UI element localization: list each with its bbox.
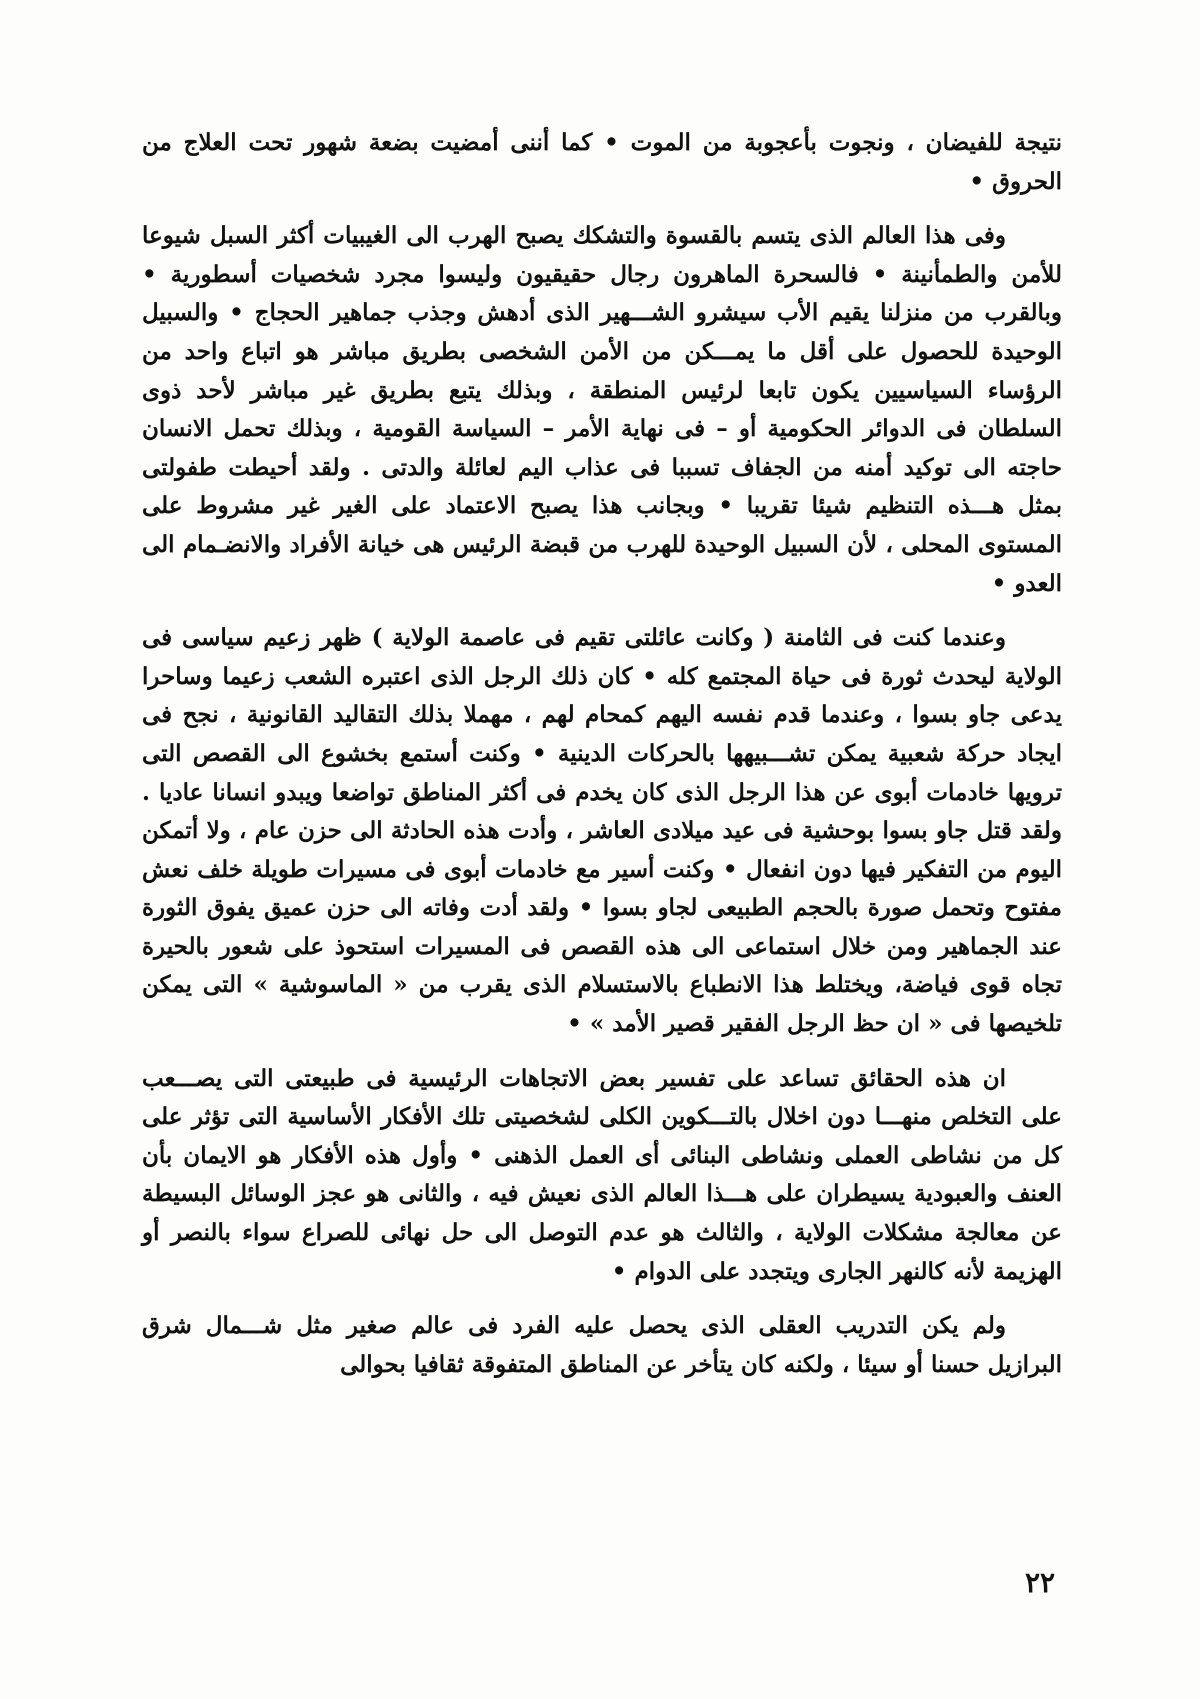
paragraph: ان هذه الحقائق تساعد على تفسير بعض الاتجاهات الرئيسية فى طبيعتى التى يصـــعب على التخلص منهـــا دون اخلال بالتـــكوين الكلى لشخصيتى تلك الأفكار الأساسية التى تؤثر على كل من نشاطى العملى ونشاطى البنائى أى العمل الذهنى • وأول هذه الأفكار هو الايمان بأن العنف والعبودية يسيطران على هـــذا العالم الذى نعيش فيه ، والثانى هو عجز الوسائل البسيطة عن معالجة مشكلات الولاية ، والثالث هو عدم التوصل الى حل نهائى للصراع سواء بالنصر أو الهزيمة لأنه كالنهر الجارى ويتجدد على الدوام •: [142, 1064, 1062, 1285]
body-text: [142, 124, 1062, 1400]
paragraph: ولم يكن التدريب العقلى الذى يحصل عليه الفرد فى عالم صغير مثل شـــمال شرق البرازيل حسنا أو سيئا ، ولكنه كان يتأخر عن المناطق المتفوقة ثقافيا بحوالى: [142, 1312, 1062, 1378]
paragraph-continuation: نتيجة للفيضان ، ونجوت بأعجوبة من الموت • كما أننى أمضيت بضعة شهور تحت العلاج من الحروق •: [142, 129, 1062, 195]
page-number: ٢٢: [1024, 1566, 1056, 1599]
paragraph: وفى هذا العالم الذى يتسم بالقسوة والتشكك يصبح الهرب الى الغيبيات أكثر السبل شيوعا للأمن والطمأنينة • فالسحرة الماهرون رجال حقيقيون وليسوا مجرد شخصيات أسطورية • وبالقرب من منزلنا يقيم الأب سيشرو الشـــهير الذى أدهش وجذب جماهير الحجاج • والسبيل الوحيدة للحصول على أقل ما يمـــكن من الأمن الشخصى بطريق مباشر هو اتباع واحد من الرؤساء السياسيين يكون تابعا لرئيس المنطقة ، وبذلك يتبع بطريق غير مباشر لأحد ذوى السلطان فى الدوائر الحكومية أو – فى نهاية الأمر – السياسة القومية ، وبذلك تحمل الانسان حاجته الى توكيد أمنه من الجفاف تسببا فى عذاب اليم لعائلة والدتى . ولقد أحيطت طفولتى بمثل هـــذه التنظيم شيئا تقريبا • وبجانب هذا يصبح الاعتماد على الغير غير مشروط على المستوى المحلى ، لأن السبيل الوحيدة للهرب من قبضة الرئيس هى خيانة الأفراد والانضـمام الى العدو •: [142, 222, 1062, 597]
paragraph: وعندما كنت فى الثامنة ( وكانت عائلتى تقيم فى عاصمة الولاية ) ظهر زعيم سياسى فى الولاية ليحدث ثورة فى حياة المجتمع كله • كان ذلك الرجل الذى اعتبره الشعب زعيما وساحرا يدعى جاو بسوا ، وعندما قدم نفسه اليهم كمحام لهم ، مهملا بذلك التقاليد القانونية ، نجح فى ايجاد حركة شعبية يمكن تشـــبيهها بالحركات الدينية • وكنت أستمع بخشوع الى القصص التى ترويها خادمات أبوى عن هذا الرجل الذى كان يخدم فى أكثر المناطق تواضعا ويبدو انسانا عاديا . ولقد قتل جاو بسوا بوحشية فى عيد ميلادى العاشر ، وأدت هذه الحادثة الى حزن عام ، ولا أتمكن اليوم من التفكير فيها دون انفعال • وكنت أسير مع خادمات أبوى فى مسيرات طويلة خلف نعش مفتوح وتحمل صورة بالحجم الطبيعى لجاو بسوا • ولقد أدت وفاته الى حزن عميق يفوق الثورة عند الجماهير ومن خلال استماعى الى هذه القصص فى المسيرات استحوذ على شعور بالحيرة تجاه قوى فياضة، ويختلط هذا الانطباع بالاستسلام الذى يقرب من « الماسوشية » التى يمكن تلخيصها فى « ان حظ الرجل الفقير قصير الأمد » •: [142, 624, 1062, 1038]
